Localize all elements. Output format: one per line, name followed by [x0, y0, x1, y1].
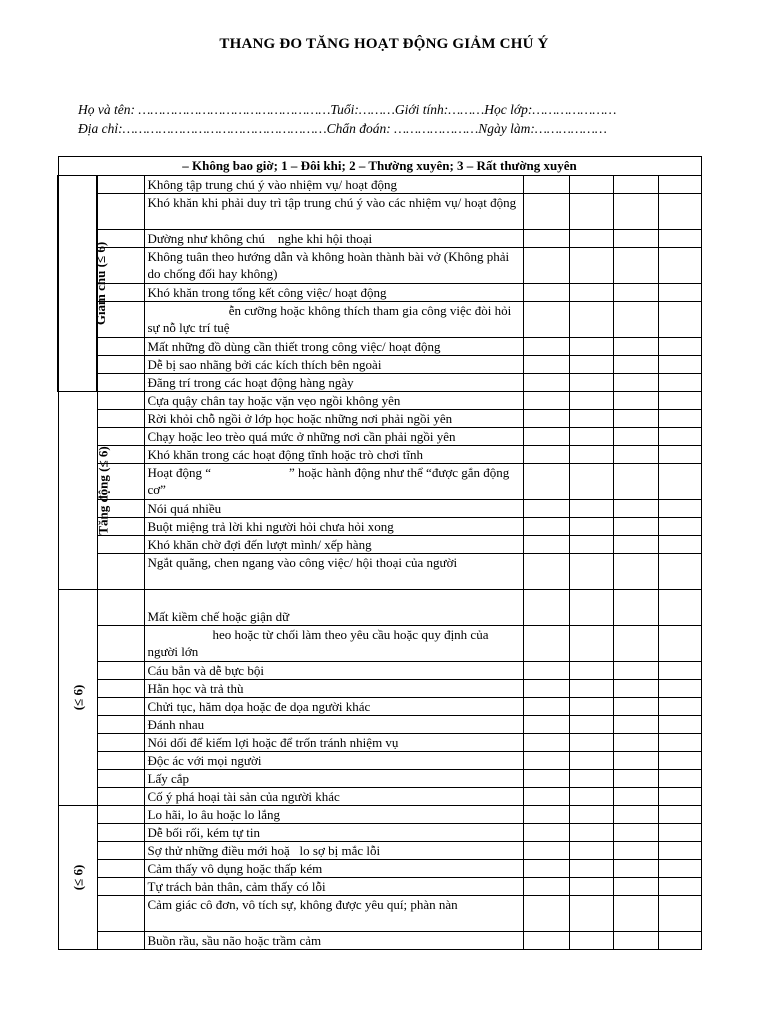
item-text: Mất những đồ dùng cần thiết trong công việc/ hoạt động: [144, 338, 523, 356]
item-row: [58, 374, 701, 392]
item-number-cell: [97, 338, 144, 356]
item-number-cell: [97, 536, 144, 554]
item-row: [58, 176, 701, 194]
item-text: Dễ bị sao nhãng bởi các kích thích bên ngoài: [144, 356, 523, 374]
group-label-cell: [58, 590, 97, 806]
info-line-address-diagnosis-date[interactable]: Địa chỉ:……………………………………………Chẩn đoán: …………………Ngày làm:………………: [78, 121, 607, 136]
item-text: Dễ bối rối, kém tự tin: [144, 824, 523, 842]
score-cell-2[interactable]: [613, 680, 658, 698]
item-row: [58, 284, 701, 302]
score-cell-3[interactable]: [658, 698, 701, 716]
info-line-name-age-gender-class[interactable]: Họ và tên: …………………………………………Tuổi:………Giới tính:………Học lớp:…………………: [78, 102, 617, 117]
score-cell-3[interactable]: [658, 230, 701, 248]
item-text: Cảm giác cô đơn, vô tích sự, không được yêu quí; phàn nàn: [144, 896, 523, 932]
score-cell-0[interactable]: [523, 248, 569, 284]
group-label-cell: [58, 806, 97, 950]
score-cell-1[interactable]: [569, 878, 613, 896]
item-text: Hoạt động “ ” hoặc hành động như thể “được gắn động cơ”: [144, 464, 523, 500]
score-cell-3[interactable]: [658, 446, 701, 464]
score-cell-0[interactable]: [523, 698, 569, 716]
score-cell-1[interactable]: [569, 698, 613, 716]
scale-legend: – Không bao giờ; 1 – Đôi khi; 2 – Thường xuyên; 3 – Rất thường xuyên: [58, 157, 701, 176]
item-number-cell: [97, 716, 144, 734]
item-text: Khó khăn trong tổng kết công việc/ hoạt động: [144, 284, 523, 302]
score-cell-3[interactable]: [658, 878, 701, 896]
score-cell-3[interactable]: [658, 788, 701, 806]
score-cell-0[interactable]: [523, 536, 569, 554]
item-text: Khó khăn trong các hoạt động tĩnh hoặc trò chơi tĩnh: [144, 446, 523, 464]
group-label: Tăng động (≤ 6): [95, 446, 111, 535]
item-row: [58, 428, 701, 446]
item-text: Chửi tục, hăm dọa hoặc đe dọa người khác: [144, 698, 523, 716]
item-text: ễn cưỡng hoặc không thích tham gia công việc đòi hỏi sự nỗ lực trí tuệ: [144, 302, 523, 338]
item-number-cell: [97, 662, 144, 680]
item-number-cell: [97, 680, 144, 698]
score-cell-3[interactable]: [658, 284, 701, 302]
item-row: [58, 302, 701, 338]
item-number-cell: [97, 824, 144, 842]
score-cell-2[interactable]: [613, 626, 658, 662]
item-text: Cựa quậy chân tay hoặc vặn vẹo ngồi không yên: [144, 392, 523, 410]
score-cell-1[interactable]: [569, 860, 613, 878]
item-number-cell: [97, 932, 144, 950]
score-cell-0[interactable]: [523, 662, 569, 680]
item-number-cell: [97, 356, 144, 374]
score-cell-3[interactable]: [658, 824, 701, 842]
item-number-cell: [97, 896, 144, 932]
score-cell-0[interactable]: [523, 500, 569, 518]
item-number-cell: [97, 176, 144, 194]
score-cell-2[interactable]: [613, 734, 658, 752]
score-cell-0[interactable]: [523, 878, 569, 896]
score-cell-3[interactable]: [658, 896, 701, 932]
group-label-cell: [58, 176, 109, 392]
score-cell-3[interactable]: [658, 374, 701, 392]
item-row: [58, 194, 701, 230]
item-row: [58, 770, 701, 788]
score-cell-1[interactable]: [569, 518, 613, 536]
score-cell-0[interactable]: [523, 194, 569, 230]
scale-legend-row: [58, 157, 701, 176]
score-cell-2[interactable]: [613, 932, 658, 950]
score-cell-1[interactable]: [569, 230, 613, 248]
item-row: [58, 842, 701, 860]
score-cell-0[interactable]: [523, 752, 569, 770]
item-text: Khó khăn khi phải duy trì tập trung chú ý vào các nhiệm vụ/ hoạt động: [144, 194, 523, 230]
item-text: Khó khăn chờ đợi đến lượt mình/ xếp hàng: [144, 536, 523, 554]
score-cell-0[interactable]: [523, 860, 569, 878]
item-row: [58, 626, 701, 662]
score-cell-0[interactable]: [523, 806, 569, 824]
score-cell-0[interactable]: [523, 428, 569, 446]
score-cell-0[interactable]: [523, 284, 569, 302]
score-cell-3[interactable]: [658, 410, 701, 428]
score-cell-1[interactable]: [569, 410, 613, 428]
score-cell-2[interactable]: [613, 410, 658, 428]
score-cell-3[interactable]: [658, 464, 701, 500]
score-cell-2[interactable]: [613, 842, 658, 860]
score-cell-1[interactable]: [569, 284, 613, 302]
score-cell-2[interactable]: [613, 464, 658, 500]
rating-scale-table: [57, 156, 702, 950]
score-cell-3[interactable]: [658, 590, 701, 626]
score-cell-1[interactable]: [569, 842, 613, 860]
group-label-cell: [58, 392, 111, 590]
score-cell-1[interactable]: [569, 824, 613, 842]
score-cell-3[interactable]: [658, 860, 701, 878]
item-number-cell: [97, 410, 144, 428]
score-cell-2[interactable]: [613, 698, 658, 716]
item-text: heo hoặc từ chối làm theo yêu cầu hoặc quy định của người lớn: [144, 626, 523, 662]
item-number-cell: [97, 194, 144, 230]
score-cell-1[interactable]: [569, 194, 613, 230]
score-cell-1[interactable]: [569, 302, 613, 338]
score-cell-3[interactable]: [658, 734, 701, 752]
score-cell-1[interactable]: [569, 554, 613, 590]
score-cell-3[interactable]: [658, 770, 701, 788]
score-cell-0[interactable]: [523, 932, 569, 950]
item-row: [58, 446, 701, 464]
item-text: Dường như không chú nghe khi hội thoại: [144, 230, 523, 248]
item-row: [58, 590, 701, 626]
item-number-cell: [97, 770, 144, 788]
score-cell-0[interactable]: [523, 392, 569, 410]
item-row: [58, 698, 701, 716]
group-label: (≤ 6): [69, 684, 85, 711]
score-cell-0[interactable]: [523, 410, 569, 428]
score-cell-2[interactable]: [613, 662, 658, 680]
item-text: Buồn rầu, sầu não hoặc trầm cảm: [144, 932, 523, 950]
score-cell-3[interactable]: [658, 392, 701, 410]
score-cell-2[interactable]: [613, 518, 658, 536]
item-row: [58, 662, 701, 680]
score-cell-1[interactable]: [569, 770, 613, 788]
score-cell-1[interactable]: [569, 734, 613, 752]
score-cell-2[interactable]: [613, 356, 658, 374]
score-cell-1[interactable]: [569, 590, 613, 626]
score-cell-2[interactable]: [613, 554, 658, 590]
item-number-cell: [97, 860, 144, 878]
score-cell-0[interactable]: [523, 176, 569, 194]
score-cell-0[interactable]: [523, 716, 569, 734]
score-cell-2[interactable]: [613, 176, 658, 194]
score-cell-0[interactable]: [523, 788, 569, 806]
score-cell-1[interactable]: [569, 374, 613, 392]
score-cell-3[interactable]: [658, 518, 701, 536]
item-number-cell: [97, 554, 144, 590]
item-row: [58, 806, 701, 824]
item-row: [58, 356, 701, 374]
score-cell-3[interactable]: [658, 536, 701, 554]
score-cell-2[interactable]: [613, 248, 658, 284]
item-text: Đánh nhau: [144, 716, 523, 734]
group-label: Giảm chú (≤ 6): [93, 241, 109, 326]
item-text: Độc ác với mọi người: [144, 752, 523, 770]
score-cell-2[interactable]: [613, 230, 658, 248]
item-number-cell: [97, 392, 144, 410]
score-cell-1[interactable]: [569, 338, 613, 356]
item-row: [58, 338, 701, 356]
item-text: Rời khỏi chỗ ngồi ở lớp học hoặc những nơi phải ngồi yên: [144, 410, 523, 428]
score-cell-1[interactable]: [569, 536, 613, 554]
score-cell-0[interactable]: [523, 374, 569, 392]
score-cell-2[interactable]: [613, 446, 658, 464]
item-text: Buột miệng trả lời khi người hỏi chưa hỏi xong: [144, 518, 523, 536]
item-row: [58, 230, 701, 248]
score-cell-1[interactable]: [569, 392, 613, 410]
score-cell-3[interactable]: [658, 176, 701, 194]
item-row: [58, 680, 701, 698]
score-cell-1[interactable]: [569, 176, 613, 194]
item-number-cell: [97, 878, 144, 896]
item-text: Nói quá nhiều: [144, 500, 523, 518]
score-cell-1[interactable]: [569, 626, 613, 662]
score-cell-2[interactable]: [613, 788, 658, 806]
score-cell-3[interactable]: [658, 500, 701, 518]
item-number-cell: [97, 626, 144, 662]
score-cell-2[interactable]: [613, 392, 658, 410]
form-title: THANG ĐO TĂNG HOẠT ĐỘNG GIẢM CHÚ Ý: [219, 36, 549, 52]
score-cell-3[interactable]: [658, 338, 701, 356]
score-cell-3[interactable]: [658, 662, 701, 680]
item-text: Lấy cắp: [144, 770, 523, 788]
score-cell-2[interactable]: [613, 284, 658, 302]
item-row: [58, 536, 701, 554]
item-row: [58, 410, 701, 428]
score-cell-0[interactable]: [523, 824, 569, 842]
score-cell-3[interactable]: [658, 932, 701, 950]
item-row: [58, 860, 701, 878]
item-row: [58, 554, 701, 590]
score-cell-2[interactable]: [613, 374, 658, 392]
score-cell-0[interactable]: [523, 680, 569, 698]
score-cell-0[interactable]: [523, 518, 569, 536]
score-cell-1[interactable]: [569, 248, 613, 284]
item-row: [58, 788, 701, 806]
score-cell-3[interactable]: [658, 752, 701, 770]
item-text: Không tuân theo hướng dẫn và không hoàn thành bài vở (Không phải do chống đối hay không): [144, 248, 523, 284]
score-cell-1[interactable]: [569, 896, 613, 932]
item-number-cell: [97, 374, 144, 392]
score-cell-0[interactable]: [523, 590, 569, 626]
item-row: [58, 734, 701, 752]
item-row: [58, 500, 701, 518]
item-text: Lo hãi, lo âu hoặc lo lắng: [144, 806, 523, 824]
item-row: [58, 716, 701, 734]
item-number-cell: [97, 590, 144, 626]
item-row: [58, 464, 701, 500]
score-cell-0[interactable]: [523, 230, 569, 248]
item-text: Cáu bẳn và dễ bực bội: [144, 662, 523, 680]
score-cell-0[interactable]: [523, 842, 569, 860]
score-cell-3[interactable]: [658, 302, 701, 338]
score-cell-1[interactable]: [569, 428, 613, 446]
score-cell-0[interactable]: [523, 896, 569, 932]
item-row: [58, 824, 701, 842]
score-cell-2[interactable]: [613, 716, 658, 734]
score-cell-1[interactable]: [569, 752, 613, 770]
item-row: [58, 932, 701, 950]
score-cell-0[interactable]: [523, 554, 569, 590]
item-text: Cảm thấy vô dụng hoặc thấp kém: [144, 860, 523, 878]
score-cell-2[interactable]: [613, 770, 658, 788]
item-number-cell: [97, 842, 144, 860]
item-text: Hằn học và trả thù: [144, 680, 523, 698]
score-cell-2[interactable]: [613, 896, 658, 932]
item-number-cell: [97, 806, 144, 824]
item-row: [58, 878, 701, 896]
score-cell-3[interactable]: [658, 806, 701, 824]
item-text: Đãng trí trong các hoạt động hàng ngày: [144, 374, 523, 392]
score-cell-0[interactable]: [523, 356, 569, 374]
score-cell-3[interactable]: [658, 716, 701, 734]
score-cell-1[interactable]: [569, 464, 613, 500]
score-cell-2[interactable]: [613, 824, 658, 842]
score-cell-3[interactable]: [658, 248, 701, 284]
item-number-cell: [97, 428, 144, 446]
item-text: Tự trách bản thân, cảm thấy có lỗi: [144, 878, 523, 896]
item-text: Không tập trung chú ý vào nhiệm vụ/ hoạt động: [144, 176, 523, 194]
score-cell-1[interactable]: [569, 788, 613, 806]
score-cell-3[interactable]: [658, 194, 701, 230]
score-cell-1[interactable]: [569, 356, 613, 374]
score-cell-2[interactable]: [613, 752, 658, 770]
group-label: (≤ 6): [69, 864, 85, 891]
score-cell-0[interactable]: [523, 770, 569, 788]
score-cell-0[interactable]: [523, 734, 569, 752]
score-cell-3[interactable]: [658, 680, 701, 698]
item-row: [58, 248, 701, 284]
score-cell-2[interactable]: [613, 500, 658, 518]
score-cell-3[interactable]: [658, 626, 701, 662]
score-cell-2[interactable]: [613, 860, 658, 878]
score-cell-2[interactable]: [613, 428, 658, 446]
item-row: [58, 518, 701, 536]
score-cell-0[interactable]: [523, 464, 569, 500]
score-cell-1[interactable]: [569, 662, 613, 680]
item-number-cell: [97, 698, 144, 716]
item-text: Sợ thử những điều mới hoặ lo sợ bị mắc lỗi: [144, 842, 523, 860]
item-number-cell: [97, 788, 144, 806]
score-cell-0[interactable]: [523, 338, 569, 356]
score-cell-1[interactable]: [569, 932, 613, 950]
item-text: Chạy hoặc leo trèo quá mức ở những nơi cần phải ngồi yên: [144, 428, 523, 446]
item-row: [58, 896, 701, 932]
score-cell-3[interactable]: [658, 554, 701, 590]
item-row: [58, 752, 701, 770]
score-cell-2[interactable]: [613, 302, 658, 338]
score-cell-1[interactable]: [569, 680, 613, 698]
score-cell-1[interactable]: [569, 446, 613, 464]
score-cell-2[interactable]: [613, 806, 658, 824]
score-cell-2[interactable]: [613, 590, 658, 626]
item-text: Mất kiềm chế hoặc giận dữ: [144, 590, 523, 626]
score-cell-2[interactable]: [613, 536, 658, 554]
score-cell-0[interactable]: [523, 626, 569, 662]
score-cell-2[interactable]: [613, 878, 658, 896]
score-cell-0[interactable]: [523, 446, 569, 464]
item-number-cell: [97, 734, 144, 752]
item-text: Ngắt quãng, chen ngang vào công việc/ hội thoại của người: [144, 554, 523, 590]
score-cell-1[interactable]: [569, 716, 613, 734]
score-cell-1[interactable]: [569, 806, 613, 824]
score-cell-1[interactable]: [569, 500, 613, 518]
score-cell-3[interactable]: [658, 356, 701, 374]
item-text: Cố ý phá hoại tài sản của người khác: [144, 788, 523, 806]
score-cell-3[interactable]: [658, 842, 701, 860]
score-cell-3[interactable]: [658, 428, 701, 446]
item-text: Nói dối để kiếm lợi hoặc để trốn tránh nhiệm vụ: [144, 734, 523, 752]
score-cell-2[interactable]: [613, 338, 658, 356]
item-row: [58, 392, 701, 410]
score-cell-2[interactable]: [613, 194, 658, 230]
score-cell-0[interactable]: [523, 302, 569, 338]
item-number-cell: [97, 752, 144, 770]
